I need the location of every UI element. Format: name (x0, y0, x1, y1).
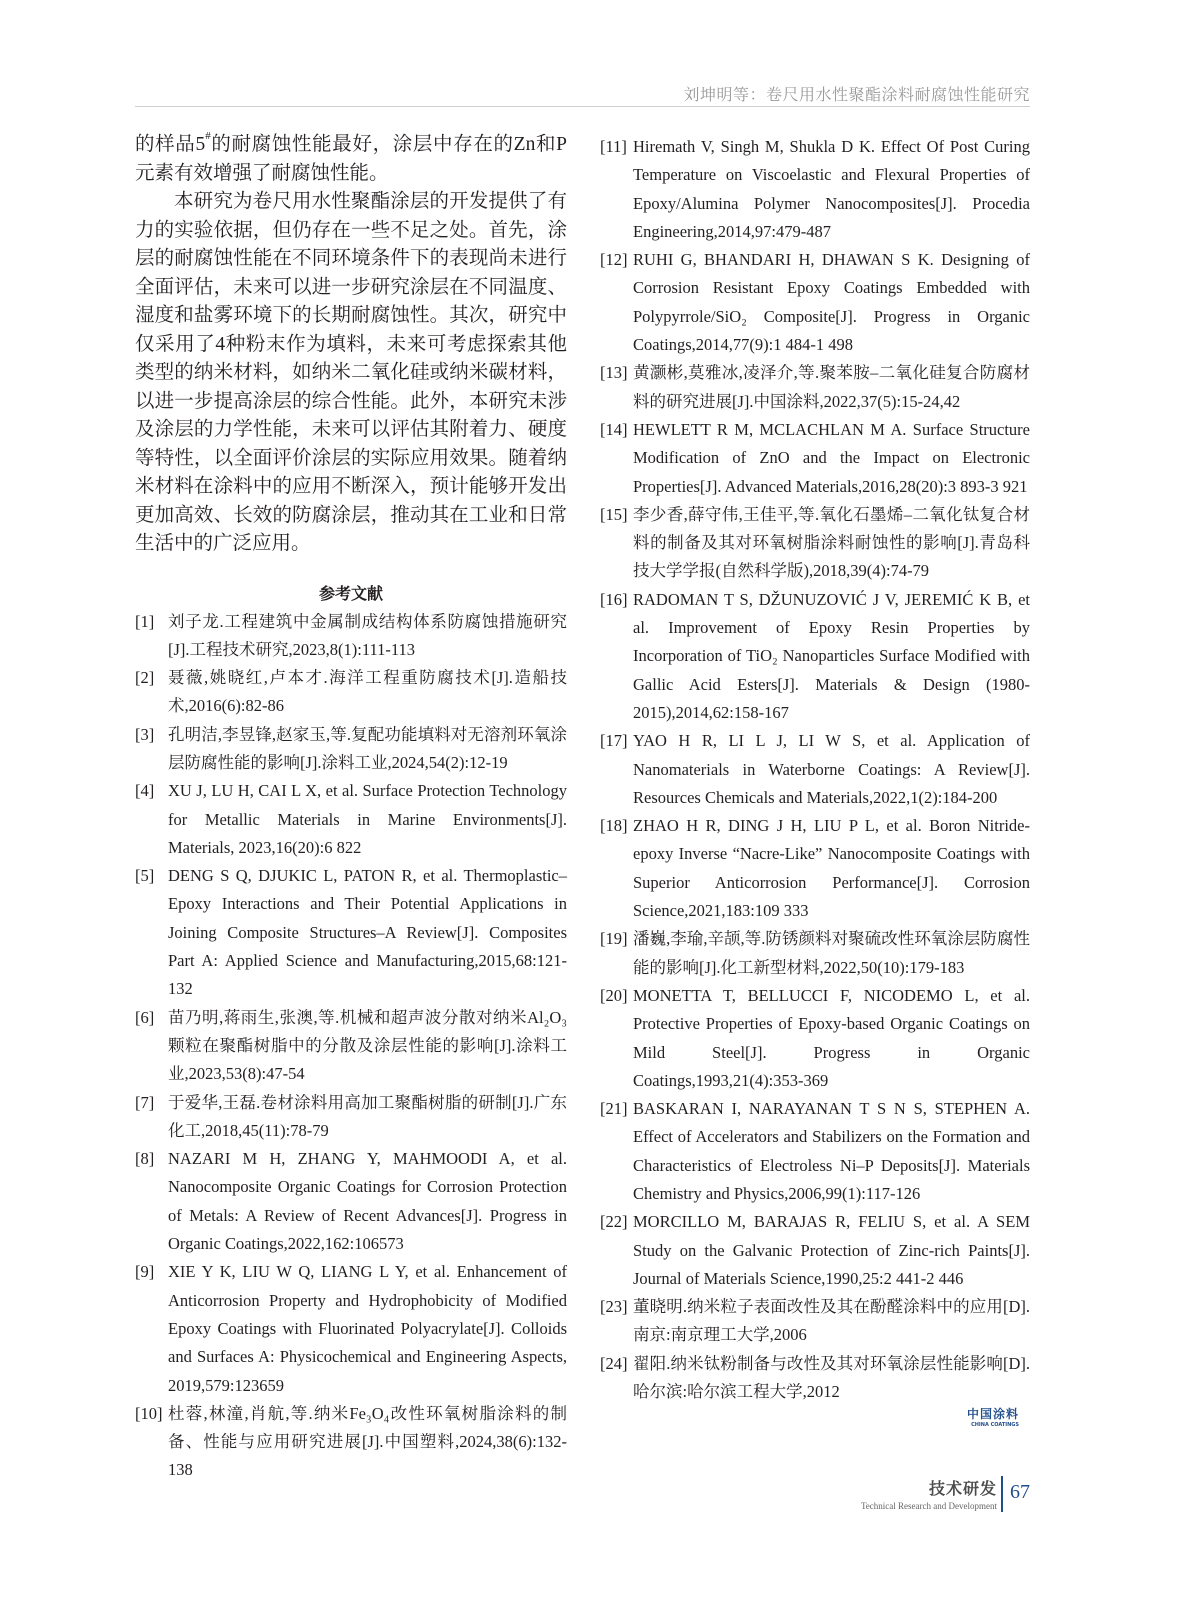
reference-item (600, 1293, 1030, 1350)
reference-number: [22] (600, 1212, 628, 1232)
reference-number: [6] (135, 1007, 155, 1027)
reference-list-left (135, 608, 567, 1485)
logo-text-en: CHINA COATINGS (971, 1422, 1020, 1428)
reference-item (600, 246, 1030, 359)
reference-item (600, 982, 1030, 1095)
reference-number: [7] (135, 1092, 155, 1112)
body-paragraph-2: 本研究为卷尺用水性聚酯涂层的开发提供了有力的实验依据，但仍存在一些不足之处。首先，涂层的耐腐蚀性能在不同环境条件下的表现尚未进行全面评估，未来可以进一步研究涂层在不同温度、湿度和盐雾环境下的长期耐腐蚀性。其次，研究中仅采用了4种粉末作为填料，未来可考虑探索其他类型的纳米材料，如纳米二氧化硅或纳米碳材料，以进一步提高涂层的综合性能。此外，本研究未涉及涂层的力学性能，未来可以评估其附着力、硬度等特性，以全面评价涂层的实际应用效果。随着纳米材料在涂料中的应用不断深入，预计能够开发出更加高效、长效的防腐涂层，推动其在工业和日常生活中的广泛应用。 (135, 191, 567, 554)
reference-number: [16] (600, 589, 628, 609)
reference-text: MONETTA T, BELLUCCI F, NICODEMO L, et al. Protective Properties of Epoxy-based Organic Coatings on Mild Steel[J]. Progress in Organic Coatings,1993,21(4):353-369 (633, 985, 1030, 1090)
reference-text: 李少香,薛守伟,王佳平,等.氧化石墨烯–二氧化钛复合材料的制备及其对环氧树脂涂料耐蚀性的影响[J].青岛科技大学学报(自然科学版),2018,39(4):74-79 (633, 504, 1030, 581)
reference-item (600, 1095, 1030, 1208)
reference-item (135, 1400, 567, 1485)
china-coatings-logo (967, 1405, 1019, 1428)
reference-number: [24] (600, 1353, 628, 1373)
reference-text: 翟阳.纳米钛粉制备与改性及其对环氧涂层性能影响[D].哈尔滨:哈尔滨工程大学,2012 (633, 1353, 1030, 1402)
reference-text: DENG S Q, DJUKIC L, PATON R, et al. Thermoplastic–Epoxy Interactions and Their Potential Applications in Joining Composite Structures–A Review[J]. Composites Part A: Applied Science and Manufacturing,2015,68:121-132 (168, 866, 567, 999)
reference-item (600, 586, 1030, 727)
reference-number: [13] (600, 363, 628, 383)
reference-text: BASKARAN I, NARAYANAN T S N S, STEPHEN A. Effect of Accelerators and Stabilizers on the Formation and Characteristics of Electroless Ni–P Deposits[J]. Materials Chemistry and Physics,2006,99(1):117-126 (633, 1099, 1030, 1203)
reference-number: [5] (135, 866, 155, 886)
reference-item (600, 416, 1030, 501)
references-heading: 参考文献 (318, 583, 383, 603)
reference-text: RUHI G, BHANDARI H, DHAWAN S K. Designing of Corrosion Resistant Epoxy Coatings Embedded with Polypyrrole/SiO₂ Composite[J]. Progress in Organic Coatings,2014,77(9):1 484-1 498 (633, 250, 1030, 355)
reference-item (135, 721, 567, 778)
reference-text: 苗乃明,蒋雨生,张澳,等.机械和超声波分散对纳米Al₂O₃颗粒在聚酯树脂中的分散及涂层性能的影响[J].涂料工业,2023,53(8):47-54 (168, 1007, 567, 1084)
reference-text: 潘巍,李瑜,辛颉,等.防锈颜料对聚硫改性环氧涂层防腐性能的影响[J].化工新型材料,2022,50(10):179-183 (633, 929, 1030, 977)
reference-text: NAZARI M H, ZHANG Y, MAHMOODI A, et al. Nanocomposite Organic Coatings for Corrosion Protection of Metals: A Review of Recent Advances[J]. Progress in Organic Coatings,2022,162:106573 (168, 1149, 567, 1254)
reference-text: 董晓明.纳米粒子表面改性及其在酚醛涂料中的应用[D].南京:南京理工大学,2006 (633, 1297, 1030, 1345)
reference-number: [11] (600, 137, 627, 156)
reference-text: 孔明洁,李昱锋,赵家玉,等.复配功能填料对无溶剂环氧涂层防腐性能的影响[J].涂料工业,2024,54(2):12-19 (168, 724, 567, 772)
reference-number: [4] (135, 781, 155, 801)
reference-number: [12] (600, 250, 628, 270)
footer-section-label (861, 1476, 997, 1511)
reference-list-right (600, 133, 1030, 1406)
header-rule (135, 106, 1030, 107)
reference-item (600, 925, 1030, 982)
reference-number: [14] (600, 419, 628, 439)
superscript: # (205, 130, 211, 142)
reference-number: [15] (600, 504, 628, 524)
reference-number: [19] (600, 929, 628, 949)
reference-number: [20] (600, 985, 628, 1005)
reference-text: XIE Y K, LIU W Q, LIANG L Y, et al. Enhancement of Anticorrosion Property and Hydrophobicity of Modified Epoxy Coatings with Fluorinated Polyacrylate[J]. Colloids and Surfaces A: Physicochemical and Engineering Aspects, 2019,579:123659 (168, 1262, 567, 1395)
reference-item (135, 862, 567, 1003)
reference-item (135, 664, 567, 721)
reference-item (600, 1350, 1030, 1407)
reference-item (600, 812, 1030, 925)
body-text: 的样品5 (135, 134, 206, 155)
reference-number: [2] (135, 668, 155, 688)
reference-text: HEWLETT R M, MCLACHLAN M A. Surface Structure Modification of ZnO and the Impact on Electronic Properties[J]. Advanced Materials,2016,28(20):3 893-3 921 (633, 419, 1030, 496)
left-column (135, 131, 567, 1485)
reference-item (600, 133, 1030, 246)
reference-text: ZHAO H R, DING J H, LIU P L, et al. Boron Nitride-epoxy Inverse “Nacre-Like” Nanocomposite Coatings with Superior Anticorrosion Performance[J]. Corrosion Science,2021,183:109 333 (633, 816, 1030, 921)
reference-item (600, 727, 1030, 812)
reference-text: 刘子龙.工程建筑中金属制成结构体系防腐蚀措施研究[J].工程技术研究,2023,8(1):111-113 (168, 611, 567, 659)
reference-number: [10] (135, 1403, 163, 1423)
reference-item (135, 777, 567, 862)
reference-number: [8] (135, 1149, 155, 1169)
reference-number: [17] (600, 731, 628, 751)
reference-number: [18] (600, 816, 628, 836)
reference-number: [9] (135, 1262, 155, 1282)
reference-item (135, 1145, 567, 1258)
page-number: 67 (1010, 1481, 1030, 1503)
reference-item (600, 359, 1030, 416)
reference-text: RADOMAN T S, DŽUNUZOVIĆ J V, JEREMIĆ K B, et al. Improvement of Epoxy Resin Properties by Incorporation of TiO₂ Nanoparticles Surface Modified with Gallic Acid Esters[J]. Materials & Design (1980-2015),2014,62:158-167 (633, 589, 1030, 722)
reference-number: [3] (135, 724, 155, 744)
reference-text: XU J, LU H, CAI L X, et al. Surface Protection Technology for Metallic Materials in Marine Environments[J]. Materials, 2023,16(20):6 822 (168, 781, 567, 857)
reference-item (600, 501, 1030, 586)
reference-item (135, 608, 567, 665)
logo-text-cn: 中国涂料 (967, 1407, 1020, 1421)
body-paragraph-1 (135, 131, 567, 188)
reference-item (600, 1208, 1030, 1293)
reference-item (135, 1089, 567, 1146)
reference-item (135, 1004, 567, 1089)
reference-text: Hiremath V, Singh M, Shukla D K. Effect Of Post Curing Temperature on Viscoelastic and Flexural Properties of Epoxy/Alumina Polymer Nanocomposites[J]. Procedia Engineering,2014,97:479-487 (633, 137, 1030, 241)
reference-text: MORCILLO M, BARAJAS R, FELIU S, et al. A SEM Study on the Galvanic Protection of Zinc-rich Paints[J]. Journal of Materials Science,1990,25:2 441-2 446 (633, 1212, 1030, 1288)
reference-text: 聂薇,姚晓红,卢本才.海洋工程重防腐技术[J].造船技术,2016(6):82-86 (168, 668, 567, 716)
section-name-cn: 技术研发 (928, 1479, 997, 1498)
running-title: 刘坤明等：卷尺用水性聚酯涂料耐腐蚀性能研究 (683, 85, 1030, 104)
reference-number: [21] (600, 1099, 628, 1119)
reference-text: 黄灏彬,莫雅冰,凌泽介,等.聚苯胺–二氧化硅复合防腐材料的研究进展[J].中国涂料,2022,37(5):15-24,42 (633, 363, 1030, 411)
footer-divider (1001, 1476, 1003, 1512)
reference-text: 杜蓉,林潼,肖航,等.纳米Fe₃O₄改性环氧树脂涂料的制备、性能与应用研究进展[J].中国塑料,2024,38(6):132-138 (168, 1403, 567, 1480)
reference-number: [23] (600, 1297, 628, 1317)
reference-text: YAO H R, LI L J, LI W S, et al. Application of Nanomaterials in Waterborne Coatings: A Review[J]. Resources Chemicals and Materials,2022,1(2):184-200 (633, 731, 1030, 807)
right-column (600, 133, 1030, 1406)
section-name-en: Technical Research and Development (860, 1501, 997, 1511)
reference-item (135, 1258, 567, 1399)
reference-number: [1] (135, 611, 155, 631)
body-text: 的耐腐蚀性能最好，涂层中存在的Zn和P元素有效增强了耐腐蚀性能。 (135, 134, 567, 184)
reference-text: 于爱华,王磊.卷材涂料用高加工聚酯树脂的研制[J].广东化工,2018,45(11):78-79 (168, 1092, 567, 1140)
